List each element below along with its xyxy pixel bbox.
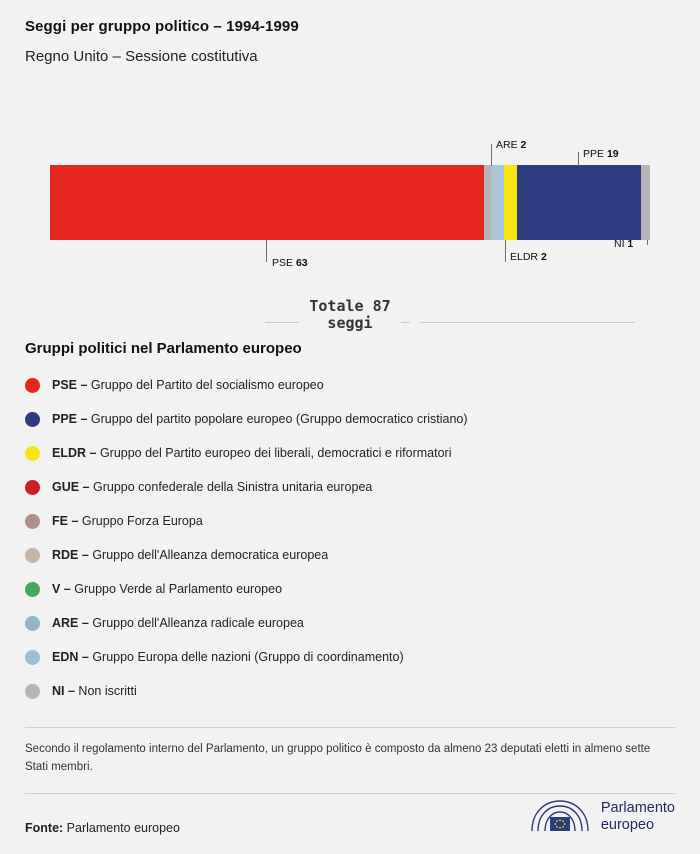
total-seats-text	[299, 298, 400, 332]
legend-desc-ppe: Gruppo del partito popolare europeo (Gruppo democratico cristiano)	[90, 412, 468, 426]
logo-line-2: europeo	[600, 817, 655, 833]
callout-eldr	[510, 251, 547, 263]
list-item[interactable]	[25, 402, 675, 436]
legend-desc-pse: Gruppo del Partito del socialismo europeo	[90, 378, 324, 392]
legend-color-dot-ni	[25, 684, 40, 699]
stacked-bar	[50, 165, 650, 240]
callout-pse-value: 63	[295, 257, 308, 269]
leader-line-eldr	[505, 240, 506, 262]
callout-pse	[272, 257, 308, 269]
list-item[interactable]	[25, 368, 675, 402]
footnote: Secondo il regolamento interno del Parlamento, un gruppo politico è composto da almeno 23 deputati eletti in almeno sette Stati membri.	[25, 743, 651, 773]
callout-ni-code: NI	[614, 238, 625, 250]
legend-code-are: ARE –	[52, 616, 89, 630]
page-subtitle: Regno Unito – Sessione costitutiva	[25, 48, 258, 65]
legend-code-ni: NI –	[52, 684, 75, 698]
callout-pse-code: PSE	[272, 257, 294, 269]
legend-desc-v: Gruppo Verde al Parlamento europeo	[74, 582, 283, 596]
legend-color-dot-are	[25, 616, 40, 631]
bar-segment-ni-right[interactable]	[641, 165, 650, 240]
legend-color-dot-edn	[25, 650, 40, 665]
legend-desc-rde: Gruppo dell'Alleanza democratica europea	[92, 548, 329, 562]
legend-color-dot-v	[25, 582, 40, 597]
page-title: Seggi per gruppo politico – 1994-1999	[25, 18, 299, 35]
bar-segment-are[interactable]	[491, 165, 504, 240]
bar-segment-eldr[interactable]	[504, 165, 517, 240]
source-line	[25, 821, 180, 835]
list-item[interactable]	[25, 674, 675, 708]
footer-divider-bottom	[25, 793, 675, 794]
callout-are-code: ARE	[496, 139, 518, 151]
list-item[interactable]	[25, 606, 675, 640]
legend-code-gue: GUE –	[52, 480, 90, 494]
leader-line-ni	[647, 240, 648, 245]
list-item[interactable]	[25, 640, 675, 674]
legend-desc-are: Gruppo dell'Alleanza radicale europea	[92, 616, 304, 630]
legend-desc-edn: Gruppo Europa delle nazioni (Gruppo di coordinamento)	[92, 650, 404, 664]
leader-line-are	[491, 144, 492, 166]
legend-color-dot-rde	[25, 548, 40, 563]
legend-code-fe: FE –	[52, 514, 79, 528]
callout-eldr-value: 2	[540, 251, 547, 263]
total-rule-right	[420, 322, 635, 323]
bar-segment-pse[interactable]	[50, 165, 484, 240]
total-seats-unit: seggi	[327, 314, 373, 332]
parliament-logo	[528, 795, 675, 839]
legend-code-rde: RDE –	[52, 548, 89, 562]
legend-desc-gue: Gruppo confederale della Sinistra unitaria europea	[93, 480, 373, 494]
seats-bar-chart	[0, 120, 700, 300]
list-item[interactable]	[25, 538, 675, 572]
footer-divider-top	[25, 727, 675, 728]
list-item[interactable]	[25, 436, 675, 470]
total-seats	[0, 298, 700, 333]
legend-code-v: V –	[52, 582, 71, 596]
leader-line-pse	[266, 240, 267, 262]
total-seats-count: Totale 87	[309, 297, 391, 315]
callout-ppe-code: PPE	[583, 148, 605, 160]
callout-eldr-code: ELDR	[510, 251, 539, 263]
source-label: Fonte:	[25, 821, 64, 835]
legend-color-dot-eldr	[25, 446, 40, 461]
legend-title: Gruppi politici nel Parlamento europeo	[25, 340, 302, 357]
european-parliament-logo-icon	[528, 797, 592, 837]
legend-color-dot-gue	[25, 480, 40, 495]
callout-ni	[614, 238, 633, 250]
source-value: Parlamento europeo	[66, 821, 180, 835]
logo-line-1: Parlamento	[600, 800, 675, 816]
legend-color-dot-pse	[25, 378, 40, 393]
list-item[interactable]	[25, 572, 675, 606]
legend-desc-fe: Gruppo Forza Europa	[81, 514, 203, 528]
leader-line-ppe	[578, 152, 579, 166]
bar-segment-ni-left[interactable]	[484, 165, 491, 240]
list-item[interactable]	[25, 470, 675, 504]
legend-color-dot-fe	[25, 514, 40, 529]
legend-desc-eldr: Gruppo del Partito europeo dei liberali, democratici e riformatori	[99, 446, 452, 460]
callout-are-value: 2	[520, 139, 527, 151]
callout-ppe-value: 19	[606, 148, 619, 160]
legend-code-ppe: PPE –	[52, 412, 88, 426]
legend-code-pse: PSE –	[52, 378, 88, 392]
legend-list	[25, 368, 675, 708]
legend-desc-ni: Non iscritti	[78, 684, 137, 698]
callout-are	[496, 139, 526, 151]
legend-code-edn: EDN –	[52, 650, 89, 664]
list-item[interactable]	[25, 504, 675, 538]
logo-wordmark	[601, 800, 675, 834]
legend-color-dot-ppe	[25, 412, 40, 427]
bar-segment-ppe[interactable]	[517, 165, 641, 240]
legend-code-eldr: ELDR –	[52, 446, 97, 460]
callout-ppe	[583, 148, 619, 160]
callout-ni-value: 1	[627, 238, 634, 250]
